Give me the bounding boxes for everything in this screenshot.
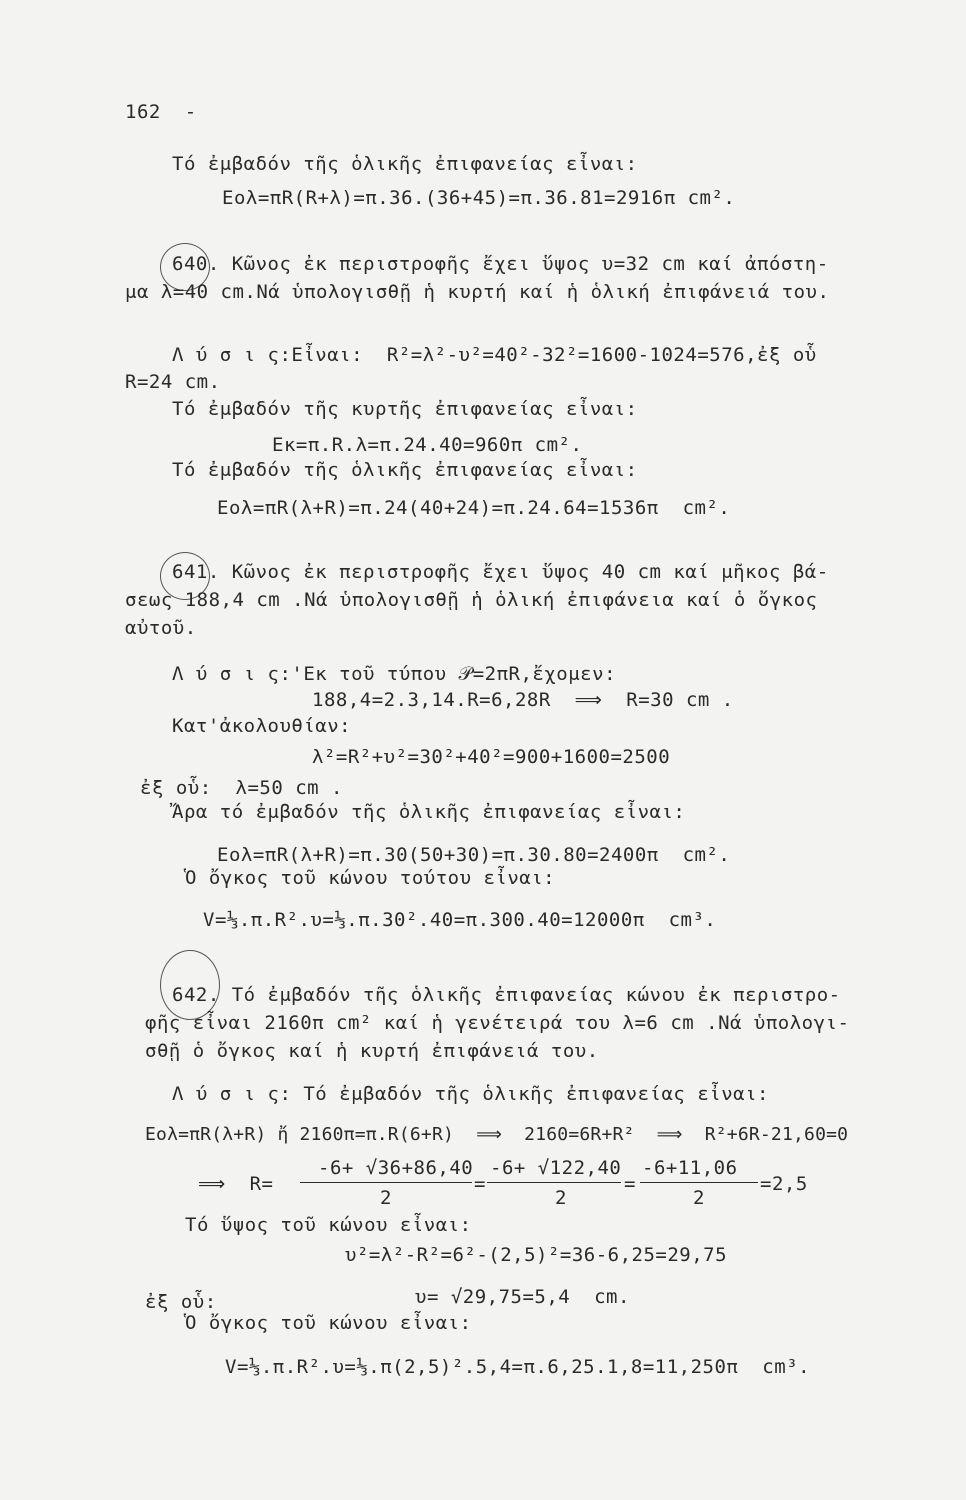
equals-sign: = <box>624 1173 636 1195</box>
equation-line: Eολ=πR(R+λ)=π.36.(36+45)=π.36.81=2916π cm². <box>222 187 736 209</box>
fraction-denominator: 2 <box>555 1187 567 1209</box>
problem-640-text: 640. Κῶνος ἐκ περιστροφῆς ἔχει ὕψος υ=32 cm καί ἀπόστη- <box>172 253 829 275</box>
equation-line: Eολ=πR(λ+R)=π.24(40+24)=π.24.64=1536π cm². <box>217 497 731 519</box>
text-line: Κατ'ἀκολουθίαν: <box>172 715 352 737</box>
problem-641-text: σεως 188,4 cm .Νά ὑπολογισθῇ ἡ ὁλική ἐπιφάνεια καί ὁ ὄγκος <box>125 589 818 611</box>
solution-line: Λ ύ σ ι ς: Τό ἐμβαδόν τῆς ὁλικῆς ἐπιφανείας εἶναι: <box>172 1083 769 1105</box>
problem-642-text: σθῇ ὁ ὄγκος καί ἡ κυρτή ἐπιφάνειά του. <box>145 1040 599 1062</box>
fraction-bar <box>487 1182 621 1183</box>
text-line: Ἄρα τό ἐμβαδόν τῆς ὁλικῆς ἐπιφανείας εἶναι: <box>172 801 686 823</box>
problem-641-text: 641. Κῶνος ἐκ περιστροφῆς ἔχει ὕψος 40 cm καί μῆκος βά- <box>172 561 829 583</box>
problem-640-text: μα λ=40 cm.Νά ὑπολογισθῇ ἡ κυρτή καί ἡ ὁλική ἐπιφάνειά του. <box>125 281 830 303</box>
text-line: ἐξ οὗ: <box>145 1291 217 1313</box>
equation-line: Eκ=π.R.λ=π.24.40=960π cm². <box>272 434 583 456</box>
equation-line: V=⅓.π.R².υ=⅓.π.30².40=π.300.40=12000π cm³. <box>203 909 717 931</box>
text-line: Τό ἐμβαδόν τῆς ὁλικῆς ἐπιφανείας εἶναι: <box>172 459 638 481</box>
text-line: ἐξ οὗ: λ=50 cm . <box>140 777 343 799</box>
solution-line: Λ ύ σ ι ς:Εἶναι: R²=λ²-υ²=40²-32²=1600-1024=576,ἐξ οὗ <box>172 344 817 366</box>
fraction-numerator: -6+ √122,40 <box>490 1157 622 1179</box>
problem-642-text: 642. Τό ἐμβαδόν τῆς ὁλικῆς ἐπιφανείας κώνου ἐκ περιστρο- <box>172 984 841 1006</box>
equation-line: υ²=λ²-R²=6²-(2,5)²=36-6,25=29,75 <box>345 1244 728 1266</box>
fraction-denominator: 2 <box>380 1187 392 1209</box>
solution-line: Λ ύ σ ι ς:'Εκ τοῦ τύπου 𝒫=2πR,ἔχομεν: <box>172 663 617 685</box>
fraction-denominator: 2 <box>693 1187 705 1209</box>
fraction-numerator: -6+ √36+86,40 <box>318 1157 474 1179</box>
fraction-bar <box>300 1182 472 1183</box>
text-line: Τό ὕψος τοῦ κώνου εἶναι: <box>185 1214 472 1236</box>
equation-line: υ= √29,75=5,4 cm. <box>415 1286 630 1308</box>
problem-642-text: φῆς εἶναι 2160π cm² καί ἡ γενέτειρά του λ=6 cm .Νά ὑπολογι- <box>145 1012 850 1034</box>
equation-line: 188,4=2.3,14.R=6,28R ⟹ R=30 cm . <box>312 689 734 711</box>
equation-prefix: ⟹ R= <box>198 1173 274 1195</box>
equation-line: λ²=R²+υ²=30²+40²=900+1600=2500 <box>312 746 671 768</box>
fraction-bar <box>640 1182 758 1183</box>
text-line: Ὁ ὄγκος τοῦ κώνου τούτου εἶναι: <box>185 867 556 889</box>
text-line: Ὁ ὄγκος τοῦ κώνου εἶναι: <box>185 1312 472 1334</box>
fraction-numerator: -6+11,06 <box>642 1157 738 1179</box>
equation-result: =2,5 <box>760 1173 808 1195</box>
equation-line: Eολ=πR(λ+R) ἤ 2160π=π.R(6+R) ⟹ 2160=6R+R² ⟹ R²+6R-21,60=0 <box>145 1124 849 1145</box>
equation-line: Eολ=πR(λ+R)=π.30(50+30)=π.30.80=2400π cm². <box>217 844 731 866</box>
text-line: Τό ἐμβαδόν τῆς κυρτῆς ἐπιφανείας εἶναι: <box>172 398 638 420</box>
text-line: Τό ἐμβαδόν τῆς ὁλικῆς ἐπιφανείας εἶναι: <box>172 153 638 175</box>
solution-line: R=24 cm. <box>125 371 221 393</box>
problem-641-text: αὐτοῦ. <box>125 617 197 639</box>
page-number: 162 - <box>125 101 197 123</box>
equation-line: V=⅓.π.R².υ=⅓.π(2,5)².5,4=π.6,25.1,8=11,250π cm³. <box>225 1356 811 1378</box>
equals-sign: = <box>474 1173 486 1195</box>
